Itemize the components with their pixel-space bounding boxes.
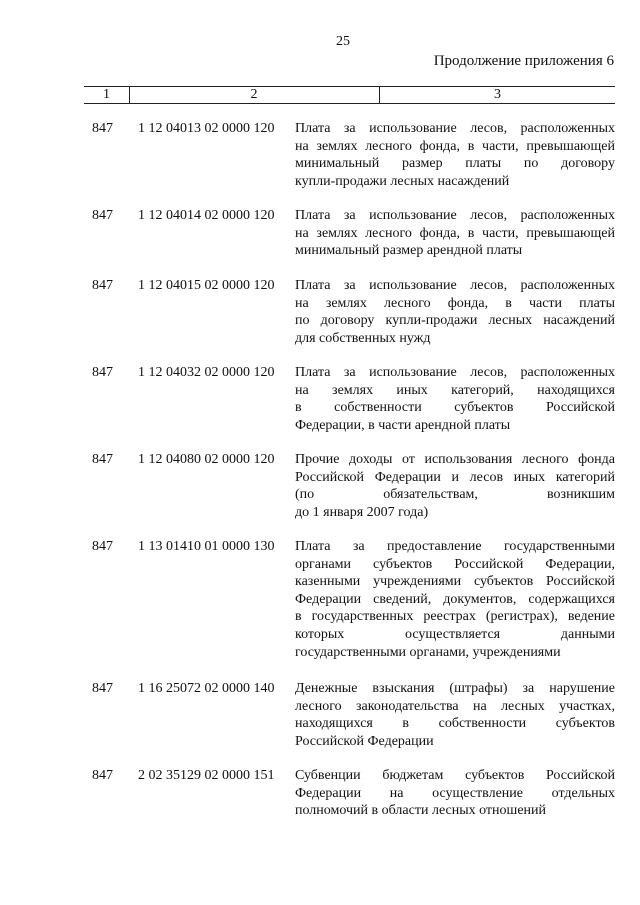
description-line: Денежные взыскания (штрафы) за нарушение [295, 681, 615, 696]
description-cell [295, 364, 615, 434]
page-number: 25 [336, 34, 350, 49]
continuation-label: Продолжение приложения 6 [433, 53, 614, 69]
description-line: органами субъектов Российской Федерации, [295, 556, 615, 572]
description-line: до 1 января 2007 года) [295, 504, 429, 520]
header-col-2: 2 [129, 87, 380, 103]
budget-code-cell: 1 16 25072 02 0000 140 [138, 681, 275, 696]
description-line: Плата за использование лесов, расположенных [295, 208, 615, 223]
description-cell [295, 538, 615, 661]
description-line: казенными учреждениями субъектов Российской [295, 574, 615, 590]
description-cell [295, 451, 615, 521]
description-line: Плата за использование лесов, расположенных [295, 121, 615, 136]
description-cell [295, 277, 615, 347]
budget-code-cell: 1 12 04013 02 0000 120 [138, 121, 275, 136]
admin-code-cell: 847 [92, 278, 113, 293]
admin-code-cell: 847 [92, 365, 113, 380]
description-line: на землях лесного фонда, в части, превышающей [295, 225, 615, 241]
admin-code-cell: 847 [92, 208, 113, 223]
admin-code-cell: 847 [92, 452, 113, 467]
description-line: Субвенции бюджетам субъектов Российской [295, 768, 615, 783]
description-line: для собственных нужд [295, 330, 431, 346]
admin-code-cell: 847 [92, 681, 113, 696]
description-line: государственными органами, учреждениями [295, 644, 561, 660]
description-line: Федерации сведений, документов, содержащихся [295, 591, 615, 607]
description-line: Плата за использование лесов, расположенных [295, 278, 615, 293]
admin-code-cell: 847 [92, 121, 113, 136]
description-line: Плата за использование лесов, расположенных [295, 365, 615, 380]
description-line: Российской Федерации и лесов иных категорий [295, 469, 615, 485]
description-line: по договору купли-продажи лесных насаждений [295, 313, 615, 329]
description-line: на землях иных категорий, находящихся [295, 382, 615, 398]
description-line: находящихся в собственности субъектов [295, 716, 615, 732]
description-line: на землях лесного фонда, в части платы [295, 295, 615, 311]
budget-code-cell: 1 12 04080 02 0000 120 [138, 452, 275, 467]
description-cell [295, 207, 615, 260]
header-col-1: 1 [84, 87, 130, 103]
admin-code-cell: 847 [92, 768, 113, 783]
description-line: (по обязательствам, возникшим [295, 487, 615, 503]
description-cell [295, 680, 615, 750]
description-cell [295, 120, 615, 190]
admin-code-cell: 847 [92, 539, 113, 554]
description-line: Российской Федерации [295, 733, 434, 749]
budget-code-cell: 1 12 04015 02 0000 120 [138, 278, 275, 293]
budget-code-cell: 1 13 01410 01 0000 130 [138, 539, 275, 554]
description-line: в собственности субъектов Российской [295, 400, 615, 416]
description-line: Прочие доходы от использования лесного фонда [295, 452, 615, 467]
description-line: в государственных реестрах (регистрах), ведение [295, 609, 615, 625]
description-line: Федерации на осуществление отдельных [295, 785, 615, 801]
description-line: которых осуществляется данными [295, 626, 615, 642]
description-line: минимальный размер арендной платы [295, 243, 523, 259]
header-col-3: 3 [494, 87, 501, 102]
description-cell [295, 767, 615, 820]
description-line: полномочий в области лесных отношений [295, 803, 547, 819]
budget-code-cell: 1 12 04014 02 0000 120 [138, 208, 275, 223]
description-line: Федерации, в части арендной платы [295, 417, 511, 433]
table-header [84, 86, 615, 104]
budget-code-cell: 1 12 04032 02 0000 120 [138, 365, 275, 380]
budget-code-cell: 2 02 35129 02 0000 151 [138, 768, 275, 783]
description-line: лесного законодательства на лесных участках, [295, 698, 615, 714]
description-line: Плата за предоставление государственными [295, 539, 615, 554]
description-line: на землях лесного фонда, в части, превышающей [295, 138, 615, 154]
description-line: минимальный размер платы по договору [295, 156, 615, 172]
description-line: купли-продажи лесных насаждений [295, 173, 510, 189]
